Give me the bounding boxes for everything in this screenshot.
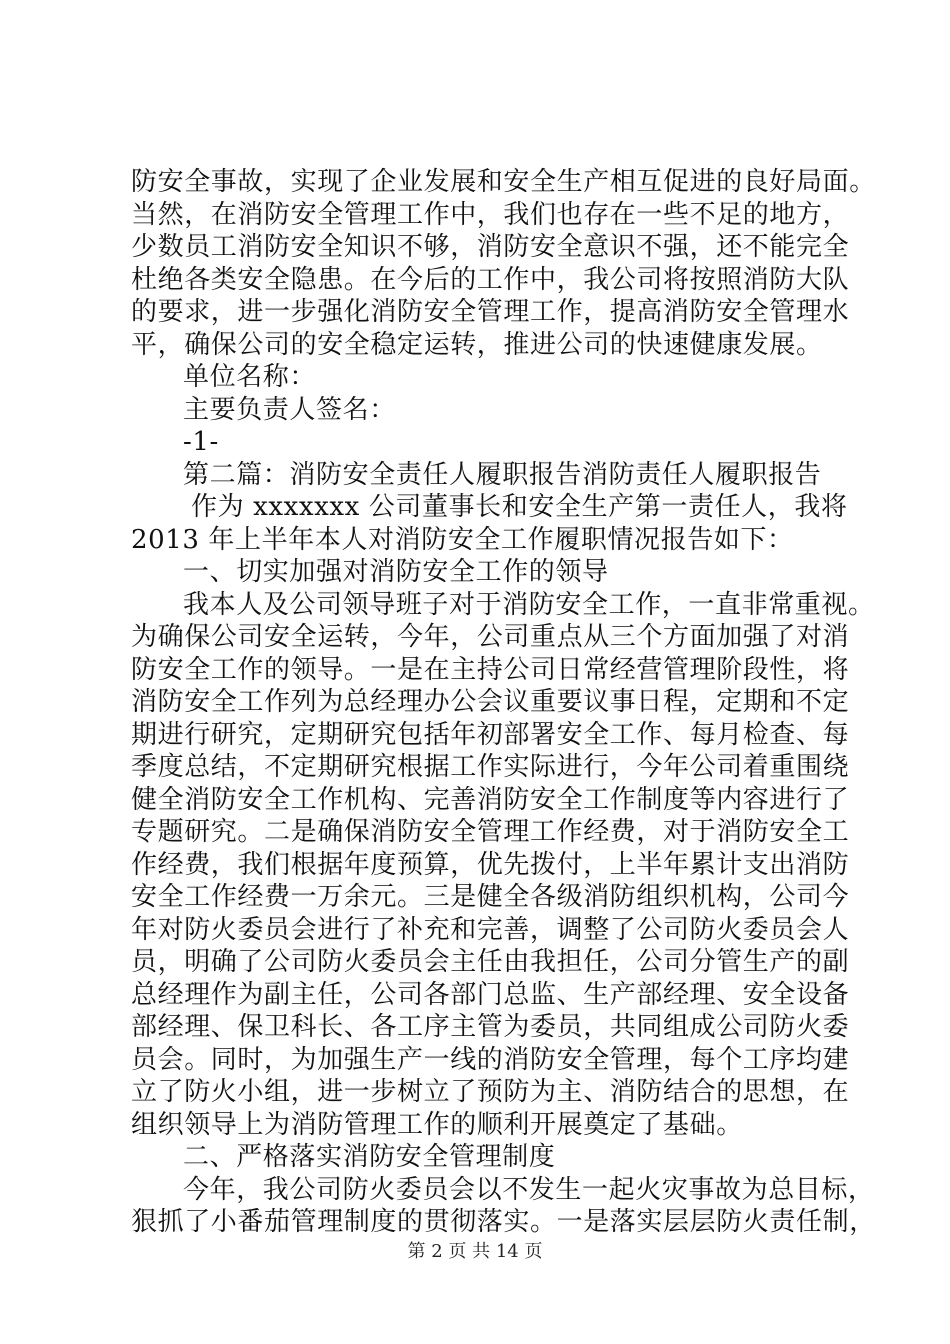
text-line: 健全消防安全工作机构、完善消防安全工作制度等内容进行了 (131, 784, 850, 815)
text-line: 员，明确了公司防火委员会主任由我担任，公司分管生产的副 (131, 947, 850, 977)
page-marker: -1- (183, 427, 219, 457)
text-line: 少数员工消防安全知识不够，消防安全意识不强，还不能完全 (131, 232, 850, 262)
heading-2: 二、严格落实消防安全管理制度 (183, 1142, 556, 1172)
text-line: 2013 年上半年本人对消防安全工作履职情况报告如下： (131, 524, 794, 555)
text-line: 防安全事故，实现了企业发展和安全生产相互促进的良好局面。 (131, 167, 876, 197)
unit-name-label: 单位名称： (183, 362, 317, 392)
text-line: 杜绝各类安全隐患。在今后的工作中，我公司将按照消防大队 (131, 264, 850, 295)
paragraph-start: 今年，我公司防火委员会以不发生一起火灾事故为总目标， (183, 1174, 875, 1205)
text-line: 作经费，我们根据年度预算，优先拨付，上半年累计支出消防 (131, 849, 850, 880)
text-line: 年对防火委员会进行了补充和完善，调整了公司防火委员会人 (131, 914, 850, 945)
text-line: 当然，在消防安全管理工作中，我们也存在一些不足的地方， (131, 199, 850, 230)
page-footer: 第 2 页 共 14 页 (407, 1241, 543, 1262)
text-line: 安全工作经费一万余元。三是健全各级消防组织机构，公司今 (131, 882, 850, 912)
text-line: 员会。同时，为加强生产一线的消防安全管理，每个工序均建 (131, 1044, 850, 1075)
text-line: 防安全工作的领导。一是在主持公司日常经营管理阶段性，将 (131, 654, 850, 685)
text-line: 立了防火小组，进一步树立了预防为主、消防结合的思想，在 (131, 1077, 850, 1107)
text-line: 部经理、保卫科长、各工序主管为委员，共同组成公司防火委 (131, 1012, 850, 1042)
paragraph-start: 作为 xxxxxxx 公司董事长和安全生产第一责任人，我将 (191, 492, 848, 522)
text-line: 为确保公司安全运转，今年，公司重点从三个方面加强了对消 (131, 622, 850, 652)
text-line: 组织领导上为消防管理工作的顺利开展奠定了基础。 (131, 1109, 743, 1140)
text-line: 专题研究。二是确保消防安全管理工作经费，对于消防安全工 (131, 817, 850, 847)
text-line: 平，确保公司的安全稳定运转，推进公司的快速健康发展。 (131, 329, 823, 360)
text-line: 期进行研究，定期研究包括年初部署安全工作、每月检查、每 (131, 719, 850, 750)
text-line: 狠抓了小番茄管理制度的贯彻落实。一是落实层层防火责任制， (131, 1207, 876, 1237)
section-title: 第二篇：消防安全责任人履职报告消防责任人履职报告 (183, 459, 822, 490)
text-line: 的要求，进一步强化消防安全管理工作，提高消防安全管理水 (131, 297, 850, 327)
text-line: 消防安全工作列为总经理办公会议重要议事日程，定期和不定 (131, 687, 850, 717)
document-body (131, 166, 876, 1239)
text-line: 季度总结，不定期研究根据工作实际进行，今年公司着重围绕 (131, 752, 850, 782)
signature-label: 主要负责人签名： (183, 394, 396, 425)
paragraph-start: 我本人及公司领导班子对于消防安全工作，一直非常重视。 (183, 589, 875, 620)
heading-1: 一、切实加强对消防安全工作的领导 (183, 557, 609, 587)
text-line: 总经理作为副主任，公司各部门总监、生产部经理、安全设备 (131, 979, 850, 1010)
